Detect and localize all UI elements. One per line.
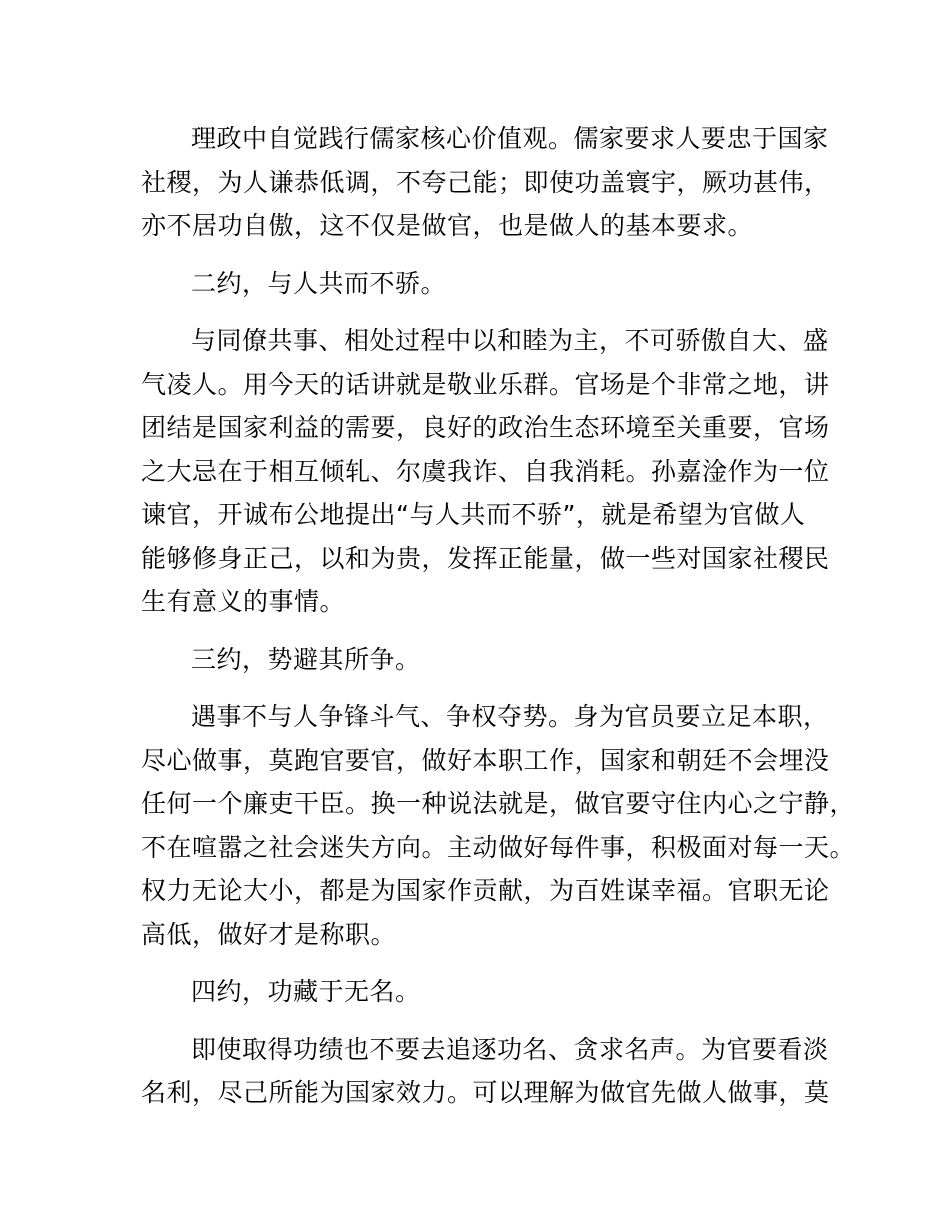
text-line: 社稷，为人谦恭低调，不夸己能；即使功盖寰宇，厥功甚伟， — [141, 167, 830, 197]
text-line: 与同僚共事、相处过程中以和睦为主，不可骄傲自大、盛 — [191, 326, 829, 355]
text-line: 理政中自觉践行儒家核心价值观。儒家要求人要忠于国家 — [191, 124, 829, 153]
paragraph-hidden-merit — [141, 1028, 831, 1115]
paragraph-avoid-contention — [141, 695, 856, 956]
text-line: 不在喧嚣之社会迷失方向。主动做好每件事，积极面对每一天。 — [141, 832, 856, 862]
text-line: 三约，势避其所争。 — [191, 644, 421, 674]
section-heading-third-rule — [141, 638, 831, 682]
text-line: 四约，功藏于无名。 — [191, 977, 421, 1006]
text-line: 二约，与人共而不骄。 — [191, 268, 447, 298]
text-line: 团结是国家利益的需要，良好的政治生态环境至关重要，官场 — [141, 413, 830, 442]
text-line: 高低，做好才是称职。 — [141, 919, 397, 949]
text-line: 能够修身正己，以和为贵，发挥正能量，做一些对国家社稷民 — [141, 543, 830, 573]
section-heading-second-rule — [141, 262, 831, 306]
paragraph-confucian-values — [141, 117, 831, 248]
text-line: 即使取得功绩也不要去追逐功名、贪求名声。为官要看淡 — [191, 1034, 829, 1064]
text-line: 气凌人。用今天的话讲就是敬业乐群。官场是个非常之地，讲 — [141, 369, 830, 399]
text-line: 生有意义的事情。 — [141, 587, 346, 616]
paragraph-colleague-harmony — [141, 319, 831, 624]
text-line: 亦不居功自傲，这不仅是做官，也是做人的基本要求。 — [141, 211, 754, 240]
text-line: 权力无论大小，都是为国家作贡献，为百姓谋幸福。官职无论 — [141, 876, 830, 905]
text-line: 名利，尽己所能为国家效力。可以理解为做官先做人做事，莫 — [141, 1078, 830, 1107]
text-line: 谏官，开诚布公地提出“与人共而不骄”，就是希望为官做人 — [141, 500, 806, 529]
text-line: 尽心做事，莫跑官要官，做好本职工作，国家和朝廷不会埋没 — [141, 745, 830, 775]
section-heading-fourth-rule — [141, 970, 831, 1014]
text-line: 任何一个廉吏干臣。换一种说法就是，做官要守住内心之宁静， — [141, 789, 856, 818]
text-line: 遇事不与人争锋斗气、争权夺势。身为官员要立足本职， — [191, 702, 829, 731]
text-line: 之大忌在于相互倾轧、尔虞我诈、自我消耗。孙嘉淦作为一位 — [141, 456, 830, 486]
document-body — [141, 117, 856, 1129]
